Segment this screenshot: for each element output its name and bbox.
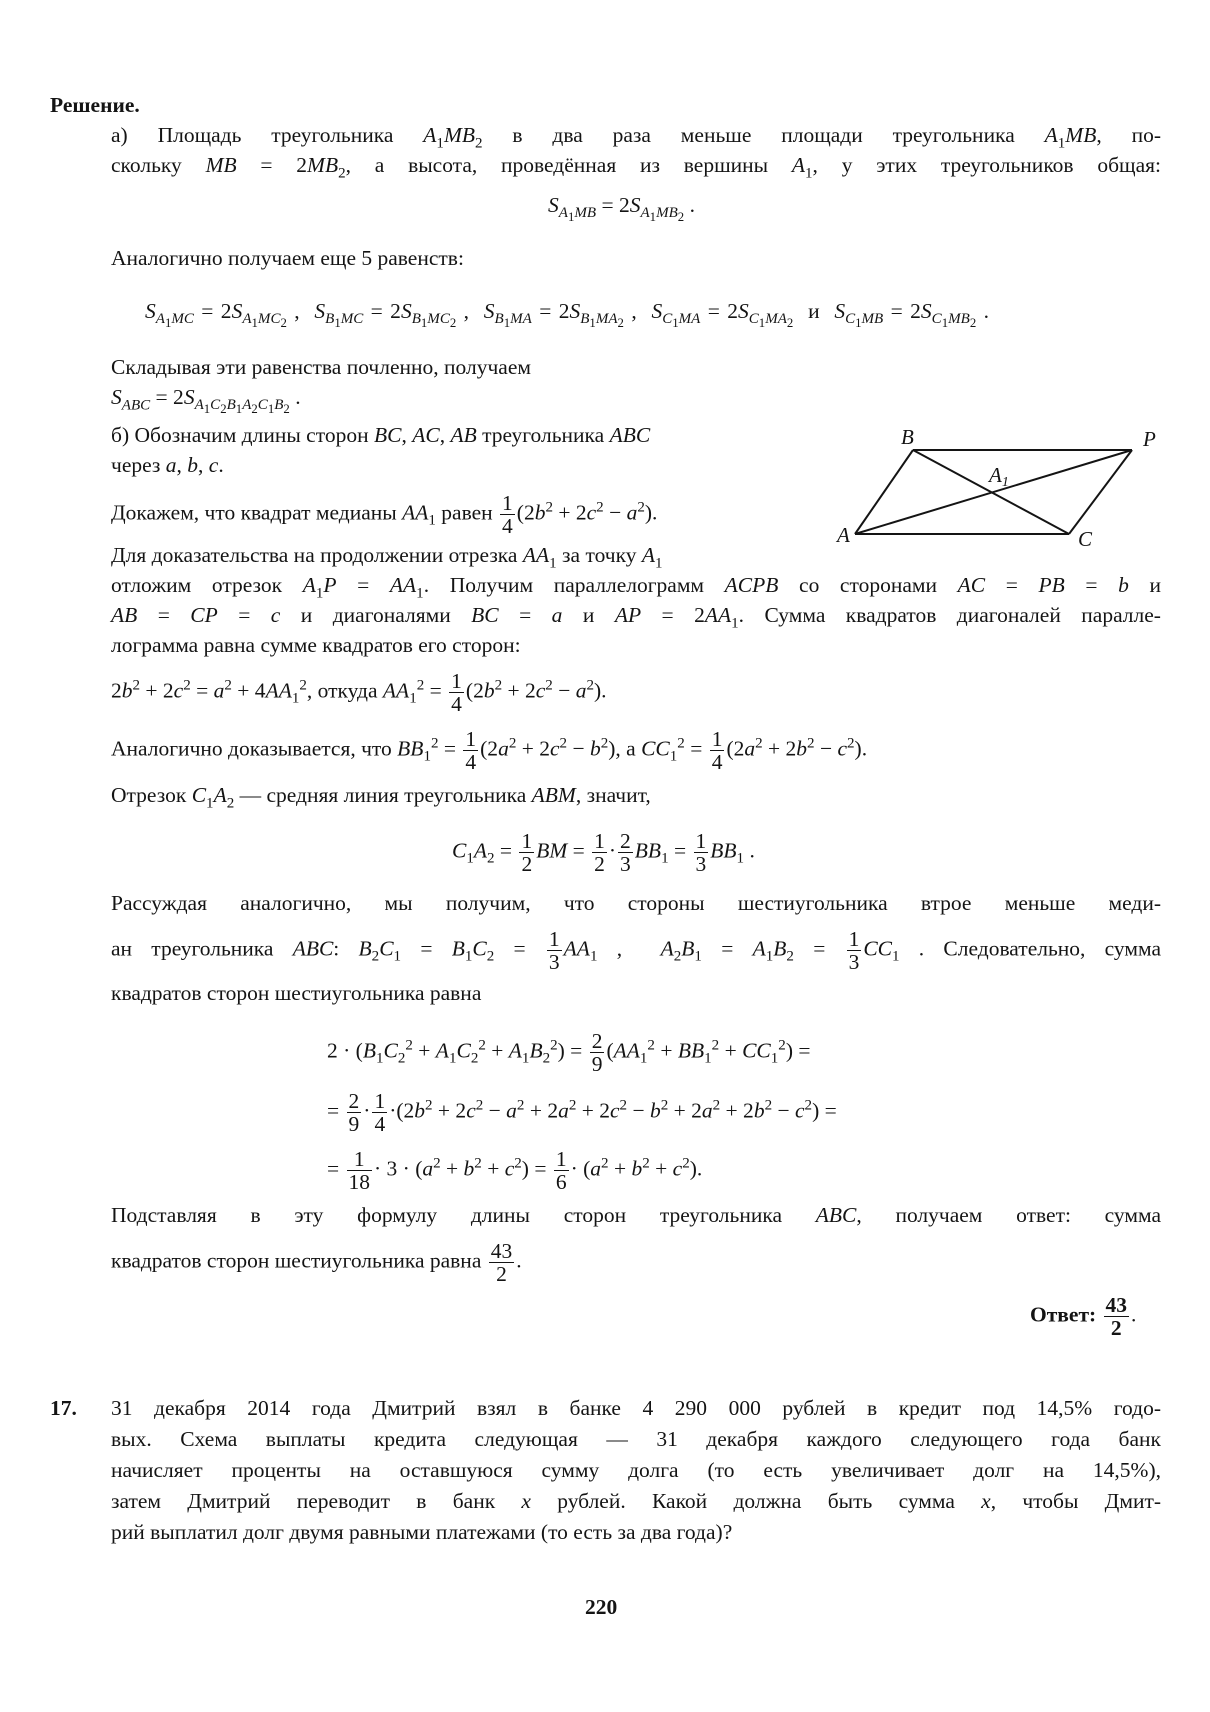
- proof-line-2: отложим отрезок $A_1P = AA_1$. Получим параллелограмм ACPB со сторонами AC = PB = b и: [111, 573, 1161, 602]
- five-equalities: $S_{A_1MC} = 2S_{A_1MC_2}$ , $S_{B_1MC} = 2S_{B_1MC_2}$ , $S_{B_1MA} = 2S_{B_1MA_2}$ , $S_{C_1MA} = 2S_{C_1MA_2}$ и $S_{C_1MB} = 2S_{C_1MB_2}$ .: [145, 299, 989, 331]
- part-b-line-1: б) Обозначим длины сторон BC, AC, AB треугольника ABC: [111, 423, 651, 447]
- calc-line-2: = $\frac{2}{9}$ · $\frac{1}{4}$ $\cdot(2b^2 + 2c^2 - a^2 + 2a^2 + 2c^2 - b^2 + 2a^2 + 2b^2 - c^2)$ =: [327, 1089, 837, 1136]
- final-line-2: квадратов сторон шестиугольника равна $\frac{43}{2}$ .: [111, 1239, 522, 1286]
- problem-17-line-4: затем Дмитрий переводит в банк x рублей. Какой должна быть сумма x, чтобы Дмит-: [111, 1489, 1162, 1513]
- segment-ab: [855, 450, 913, 534]
- page-number: 220: [585, 1595, 618, 1619]
- proof-line-4: лограмма равна сумме квадратов его сторон:: [111, 633, 521, 657]
- calc-line-1: $2 \cdot (B_1C_2^2 + A_1C_2^2 + A_1B_2^2)$ = $\frac{2}{9}$ $(AA_1^2 + BB_1^2 + CC_1^2)$ =: [327, 1029, 811, 1076]
- problem-17-line-1: 31 декабря 2014 года Дмитрий взял в банке 4 290 000 рублей в кредит под 14,5% годо-: [111, 1396, 1161, 1420]
- analog-text: Аналогично получаем еще 5 равенств:: [111, 246, 464, 270]
- answer-label: Ответ:: [1030, 1302, 1097, 1327]
- part-a-line-2: скольку MB = $2MB_2$, а высота, проведённая из вершины $A_1$, у этих треугольников общая:: [111, 153, 1161, 182]
- label-c: C: [1078, 527, 1093, 551]
- problem-17-line-2: вых. Схема выплаты кредита следующая — 31 декабря каждого следующего года банк: [111, 1427, 1161, 1451]
- problem-17-line-3: начисляет проценты на оставшуюся сумму долга (то есть увеличивает долг на 14,5%),: [111, 1458, 1161, 1482]
- parallelogram-figure: [835, 428, 1165, 553]
- label-a: A: [837, 523, 850, 547]
- label-a1: A1: [989, 463, 1009, 490]
- solution-heading: Решение.: [50, 93, 140, 117]
- problem-17-line-5: рий выплатил долг двумя равными платежами (то есть за два года)?: [111, 1520, 733, 1544]
- calc-line-3: = $\frac{1}{18}$ · $3 \cdot (a^2 + b^2 + c^2)$ = $\frac{1}{6}$ · $(a^2 + b^2 + c^2)$.: [327, 1147, 703, 1194]
- equation-area-main: $S_{A_1MB} = 2S_{A_1MB_2}$ .: [548, 193, 695, 225]
- problem-17-number: 17.: [50, 1396, 77, 1420]
- midline-text: Отрезок $C_1A_2$ — средняя линия треугольника ABM, значит,: [111, 783, 651, 812]
- sum-text: Складывая эти равенства почленно, получаем: [111, 355, 531, 379]
- prove-median-line: Докажем, что квадрат медианы $AA_1$ равен $\frac{1}{4}$ $(2b^2 + 2c^2 - a^2)$.: [111, 491, 658, 538]
- label-p: P: [1143, 428, 1156, 451]
- segment-pc: [1069, 450, 1132, 534]
- reason-line-3: квадратов сторон шестиугольника равна: [111, 981, 482, 1005]
- reason-line-1: Рассуждая аналогично, мы получим, что стороны шестиугольника втрое меньше меди-: [111, 891, 1161, 915]
- proof-line-3: AB = CP = c и диагоналями BC = a и AP = $2AA_1$. Сумма квадратов диагоналей паралле-: [111, 603, 1161, 632]
- answer: Ответ: $\frac{43}{2}$ .: [1030, 1293, 1137, 1340]
- equation-parallelogram: $2b^2 + 2c^2 = a^2 + 4AA_1^2$, откуда $AA_1^2$ = $\frac{1}{4}$ $(2b^2 + 2c^2 - a^2)$.: [111, 669, 607, 716]
- final-line-1: Подставляя в эту формулу длины сторон треугольника ABC, получаем ответ: сумма: [111, 1203, 1161, 1227]
- label-b: B: [901, 428, 914, 449]
- reason-line-2: ан треугольника ABC: $B_2C_1 = B_1C_2$ = $\frac{1}{3}$ $AA_1$ , $A_2B_1 = A_1B_2$ = $\frac{1}{3}$ $CC_1$ . Следовательно, сумма: [111, 927, 1161, 974]
- sum-equation: $S_{ABC} = 2S_{A_1C_2B_1A_2C_1B_2}$ .: [111, 385, 301, 417]
- equation-midline: $C_1A_2$ = $\frac{1}{2}$ BM = $\frac{1}{2}$ · $\frac{2}{3}$ $BB_1$ = $\frac{1}{3}$ $BB_1$ .: [452, 829, 755, 876]
- proof-line-1: Для доказательства на продолжении отрезка $AA_1$ за точку $A_1$: [111, 543, 663, 572]
- part-b-line-2: через a, b, c.: [111, 453, 224, 477]
- part-a-line-1: а) Площадь треугольника $A_1MB_2$ в два раза меньше площади треугольника $A_1MB$, по-: [111, 123, 1161, 152]
- equation-medians: Аналогично доказывается, что $BB_1^2$ = $\frac{1}{4}$ $(2a^2 + 2c^2 - b^2)$, а $CC_1^2$ = $\frac{1}{4}$ $(2a^2 + 2b^2 - c^2)$.: [111, 727, 868, 774]
